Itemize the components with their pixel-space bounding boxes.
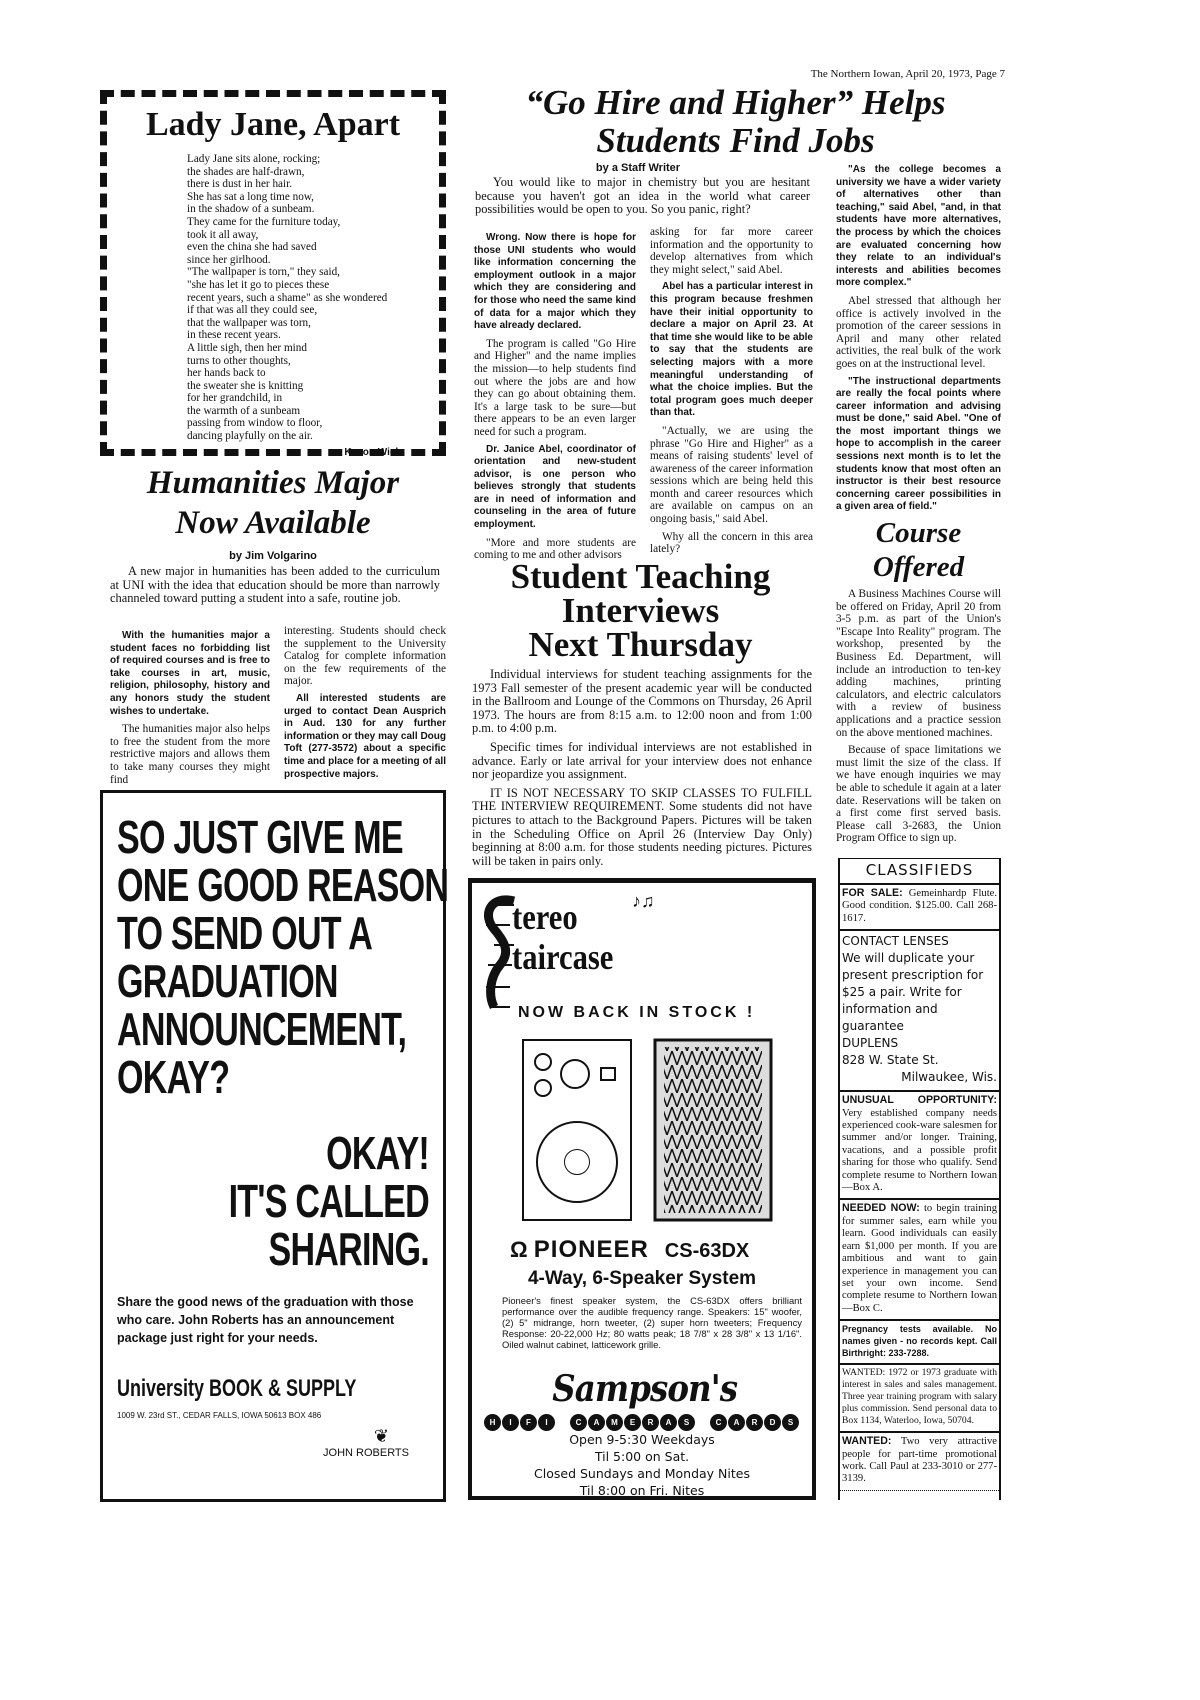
headline-line: Now Available (175, 505, 371, 541)
classified-needed-now (840, 1200, 999, 1321)
classified-wanted-graduate (840, 1365, 999, 1433)
sampsons-logo: Sampson's (552, 1368, 738, 1410)
ad-text: to begin training for summer sales, earn while you learn. Good individuals can easily earn $1,000 per month. If you are ambitious and want to gain experience in management you can set your own income. Send complete resume to Northern Iowan—Box C. (842, 1203, 997, 1314)
ad-line: TO SEND OUT A (117, 907, 373, 959)
poem-line: even the china she had saved (187, 241, 317, 254)
poem-line: turns to other thoughts, (187, 354, 291, 367)
headline-line: Course (875, 517, 962, 549)
course-headline (836, 516, 1001, 584)
speaker-description: Pioneer's finest speaker system, the CS-63DX offers brilliant performance over the audible frequency range. Speakers: 15" woofer, (2) 5" midrange, horn tweeter, (2) super horn tweeters; Frequency Response: 20-22,000 Hz; 80 watts peak; 18 7/8" x 28 3/8" x 13 1/16". Oiled walnut cabinet, latticework grille. (502, 1295, 802, 1350)
ad-street: 828 W. State St. (842, 1053, 939, 1068)
paragraph: All interested students are urged to contact Dean Ausprich in Aud. 130 for any further information or they may call Doug Toft (277-3572) about a specific time and place for a meeting of all prospective majors. (284, 692, 446, 780)
letter-circle: R (746, 1414, 763, 1431)
poem-line: They came for the furniture today, (187, 215, 341, 228)
poem-line: passing from window to floor, (187, 417, 323, 430)
page-folio: The Northern Iowan, April 20, 1973, Page 7 (810, 68, 1005, 80)
department-cameras (570, 1412, 696, 1431)
headline-line: Offered (872, 551, 965, 583)
ad-line: OKAY? (117, 1051, 230, 1103)
student-teaching-body (472, 668, 812, 873)
poem-line: the warmth of a sunbeam (187, 404, 301, 417)
paragraph: "More and more students are coming to me and other advisors (474, 536, 636, 562)
headline-line: Students Find Jobs (596, 121, 875, 160)
paragraph: "As the college becomes a university we have a wider variety of alternatives other than teaching," said Abel, "and, in that students have more alternatives, the process by which the choices are evaluated concerning how they relate to an individual's interests and abilities becomes more complex." (836, 164, 1001, 289)
ad-text: We will duplicate your present prescription for $25 a pair. Write for information and guarantee (842, 951, 984, 1034)
brand: PIONEER (533, 1236, 649, 1263)
letter-circle: C (570, 1414, 587, 1431)
poem-line: in these recent years. (187, 329, 281, 342)
ad-label: FOR SALE: (842, 887, 903, 899)
ad-label: NEEDED NOW: (842, 1202, 920, 1215)
paragraph: A new major in humanities has been added to the curriculum at UNI with the idea that education should be more than narrowly channeled toward putting a student into a safe, routine job. (110, 564, 440, 606)
humanities-headline (100, 463, 446, 543)
store-logo: University BOOK & SUPPLY (117, 1375, 357, 1402)
letter-circle: A (588, 1414, 605, 1431)
paragraph: Wrong. Now there is hope for those UNI students who would like information concerning the employment outlook in a major which they are considering and for those who need the same kind of data for a major which they have already declared. (474, 232, 636, 332)
ad-text: Pregnancy tests available. No names given - no records kept. Call Birthright: 233-7288. (842, 1324, 997, 1359)
graduation-ad (100, 790, 449, 1502)
letter-circle: A (660, 1414, 677, 1431)
paragraph: interesting. Students should check the supplement to the University Catalog for complete information on the few requirements of the major. (284, 625, 446, 688)
paragraph: A Business Machines Course will be offered on Friday, April 20 from 3-5 p.m. as part of the Union's "Escape Into Reality" program. The workshop, presented by the Business Ed. Department, will include an introduction to ten-key adding machines, printing calculators, and electric calculators with a review of business applications and a practice session on the above mentioned machines. (836, 588, 1001, 739)
ad-line: SHARING. (268, 1223, 429, 1275)
hours-line: Til 8:00 on Fri. Nites (579, 1483, 705, 1498)
classified-wanted-people (840, 1433, 999, 1491)
poem-line: there is dust in her hair. (187, 178, 293, 191)
classified-contact-lenses (840, 931, 999, 1092)
paragraph: The humanities major also helps to free the student from the more restrictive majors and allows them to take many courses they might find (110, 723, 270, 786)
poem-line: recent years, such a shame" as she wondered (187, 291, 388, 304)
letter-circle: R (642, 1414, 659, 1431)
poem-line: the sweater she is knitting (187, 379, 304, 392)
go-hire-col-2 (650, 226, 813, 561)
poem-line: the shades are half-drawn, (187, 165, 305, 178)
music-notes-icon: ♪♫ (632, 891, 655, 911)
letter-circle: S (782, 1414, 799, 1431)
poem-line: that the wallpaper was torn, (187, 316, 311, 329)
ad-label: UNUSUAL OPPORTUNITY: (842, 1094, 997, 1107)
letter-circle: F (520, 1414, 537, 1431)
model: CS-63DX (664, 1240, 750, 1262)
humanities-col-1 (110, 630, 270, 791)
go-hire-headline (468, 84, 1003, 160)
poem-line: "The wallpaper is torn," they said, (187, 266, 340, 279)
name-line: taircase (512, 937, 614, 977)
go-hire-lead (475, 176, 810, 222)
classified-pregnancy (840, 1321, 999, 1365)
ad-line: ONE GOOD REASON (117, 859, 449, 911)
paragraph: Abel has a particular interest in this program because freshmen have their initial opportunity to declare a major on April 23. At that time she would like to be able to say that the students are selecting majors with a more meaningful understanding of what the choice implies. But the total program goes much deeper than that. (650, 281, 813, 419)
brand-logo (117, 1425, 409, 1459)
poem-line: She has sat a long time now, (187, 190, 314, 203)
poem-line: A little sigh, then her mind (187, 341, 307, 354)
headline-line: Student Teaching (510, 557, 771, 596)
stereo-name (512, 897, 613, 977)
poem-line: took it all away, (187, 228, 259, 241)
go-hire-byline: by a Staff Writer (595, 162, 681, 174)
go-hire-col-3 (836, 164, 1001, 519)
letter-circle: I (502, 1414, 519, 1431)
letter-circle: A (728, 1414, 745, 1431)
pioneer-logo (510, 1235, 749, 1268)
ad-line: OKAY! (326, 1127, 429, 1179)
ad-line: SO JUST GIVE ME (117, 811, 403, 863)
poem-box (100, 90, 446, 456)
ad-title: CONTACT LENSES (842, 934, 949, 949)
ad-line: IT'S CALLED (228, 1175, 429, 1227)
ad-body: Share the good news of the graduation with those who care. John Roberts has an announcement package just right for your needs. (117, 1295, 414, 1345)
name-line: tereo (512, 897, 578, 937)
poem-line: dancing playfully on the air. (187, 430, 313, 443)
store-address: 1009 W. 23rd ST., CEDAR FALLS, IOWA 50613 BOX 486 (117, 1411, 322, 1420)
paragraph: Specific times for individual interviews are not established in advance. Early or late arrival for your interview does not enhance nor jeopardize you assignment. (472, 739, 812, 782)
humanities-lead (110, 565, 440, 611)
ad-answer (117, 1129, 429, 1273)
department-label (484, 1412, 485, 1413)
departments (472, 1412, 812, 1431)
classified-for-sale (840, 885, 999, 931)
paragraph: Dr. Janice Abel, coordinator of orientation and new-student advisor, is one person who believes strongly that students are in need of information and counseling in the area of future employment. (474, 443, 636, 531)
poem-line: if that was all they could see, (187, 304, 318, 317)
crest-icon: ❦ (373, 1426, 389, 1446)
paragraph: You would like to major in chemistry but you are hesitant because you haven't got an idea in the world what career possibilities would be open to you. So you panic, right? (475, 175, 810, 217)
headline-line: Interviews (561, 591, 720, 630)
go-hire-col-1 (474, 232, 636, 567)
speaker-front-icon (522, 1039, 632, 1221)
ad-text: WANTED: 1972 or 1973 graduate with interest in sales and sales management. Three year training program with salary plus commission. Send personal data to Box 1134, Waterloo, Iowa, 50704. (842, 1367, 997, 1427)
paragraph: Abel stressed that although her office is actively involved in the promotion of the career sessions in April and many other related activities, the real bulk of the work goes on at the instructional level. (836, 294, 1001, 370)
paragraph: Because of space limitations we must limit the size of the class. If we have enough inquiries we may be able to schedule it again at a later date. Reservations will be taken on a first come first served basis. Please call 3-2683, the Union Program Office to sign up. (836, 744, 1001, 845)
hours-line: Til 5:00 on Sat. (594, 1449, 690, 1464)
ad-company: DUPLENS (842, 1036, 899, 1051)
letter-circle: H (484, 1414, 501, 1431)
department-cards (710, 1412, 800, 1431)
classified-unusual-opportunity (840, 1092, 999, 1200)
ad-line: GRADUATION (117, 955, 338, 1007)
poem-author: Kevon Wick (344, 446, 401, 458)
department-label (710, 1412, 711, 1413)
ad-text: Gemeinhardp Flute. Good condition. $125.00. Call 268-1617. (842, 888, 997, 924)
poem-line: "she has let it go to pieces these (187, 278, 330, 291)
brand-name: JOHN ROBERTS (323, 1447, 409, 1459)
pioneer-omega-icon: Ω (510, 1237, 534, 1262)
letter-circle: E (624, 1414, 641, 1431)
paragraph: Individual interviews for student teaching assignments for the 1973 Fall semester of the present academic year will be conducted in the Ballroom and Lounge of the Commons on Thursday, 26 April 1973. The hours are from 8:15 a.m. to 12:00 noon and from 1:00 p.m. to 4:00 p.m. (472, 667, 812, 736)
letter-circle: D (764, 1414, 781, 1431)
letter-circle: I (538, 1414, 555, 1431)
stereo-staircase-ad (468, 878, 816, 1500)
poem-line: for her grandchild, in (187, 392, 283, 405)
stock-notice: NOW BACK IN STOCK ! (518, 1004, 756, 1021)
speaker-lattice-icon (652, 1037, 777, 1227)
ad-question (117, 811, 449, 1103)
humanities-byline: by Jim Volgarino (229, 550, 317, 562)
humanities-col-2 (284, 625, 446, 786)
classifieds (838, 858, 1001, 1500)
poem-line: in the shadow of a sunbeam. (187, 203, 315, 216)
letter-circle: M (606, 1414, 623, 1431)
paragraph: "The instructional departments are really the focal points where career information and advising must be done," said Abel. "One of the most important things we hope to accomplish in the career sessions next month is to let the students know that most often an instructor is their best resource concerning career possibilities in a given area of field." (836, 375, 1001, 513)
ad-text: Two very attractive people for part-time promotional work. Call Paul at 233-3010 or 277-3139. (842, 1436, 997, 1485)
poem-lines (187, 153, 429, 443)
ad-line: ANNOUNCEMENT, (117, 1003, 407, 1055)
store-hours (472, 1431, 812, 1499)
poem-line: her hands back to (187, 367, 266, 380)
letter-circle: S (678, 1414, 695, 1431)
classifieds-title: CLASSIFIEDS (840, 859, 999, 885)
letter-circle: C (710, 1414, 727, 1431)
ad-city: Milwaukee, Wis. (901, 1070, 997, 1085)
paragraph: Why all the concern in this area lately? (650, 530, 813, 556)
speaker-subtitle: 4-Way, 6-Speaker System (527, 1268, 757, 1289)
hours-line: Open 9-5:30 Weekdays (569, 1432, 715, 1447)
course-body (836, 588, 1001, 850)
paragraph: IT IS NOT NECESSARY TO SKIP CLASSES TO FULFILL THE INTERVIEW REQUIREMENT. Some students did not have pictures to attach to the Background Papers. Pictures will be taken in the Scheduling Office on April 26 (Interview Day Only) beginning at 8:00 a.m. for those students needing pictures. Pictures will be taken in pairs only. (472, 785, 812, 868)
paragraph: The program is called "Go Hire and Higher" and the name implies the mission—to help students find out where the jobs are and how they can go about obtaining them. It's a large task to be sure—but there appears to be an even larger need for such a program. (474, 337, 636, 438)
poem-title: Lady Jane, Apart (145, 106, 401, 143)
headline-line: Humanities Major (146, 465, 400, 501)
hours-line: Closed Sundays and Monday Nites (534, 1466, 750, 1481)
headline-line: “Go Hire and Higher” Helps (525, 83, 946, 122)
paragraph: asking for far more career information and the opportunity to develop alternatives from which they might select," said Abel. (650, 226, 813, 276)
ad-text: Very established company needs experienced cook-ware salesmen for summer and/or longer. Training, vacations, and a possible profit sharing for those who qualify. Send complete resume to Northern Iowan—Box A. (842, 1107, 998, 1194)
poem-line: Lady Jane sits alone, rocking; (187, 153, 321, 165)
paragraph: With the humanities major a student faces no forbidding list of required courses and is free to take courses in art, music, religion, philosophy, history and any honors study the student wishes to undertake. (110, 630, 270, 717)
student-teaching-headline (468, 557, 813, 664)
paragraph: "Actually, we are using the phrase "Go Hire and Higher" as a means of raising students' level of awareness of the career information sessions which are being held this month and career resources which are available on campus on an ongoing basis," said Abel. (650, 424, 813, 526)
headline-line: Next Thursday (528, 625, 753, 664)
ad-label: WANTED: (842, 1435, 892, 1448)
department-label (570, 1412, 571, 1413)
department-hifi (484, 1412, 556, 1431)
poem-line: since her girlhood. (187, 253, 271, 266)
